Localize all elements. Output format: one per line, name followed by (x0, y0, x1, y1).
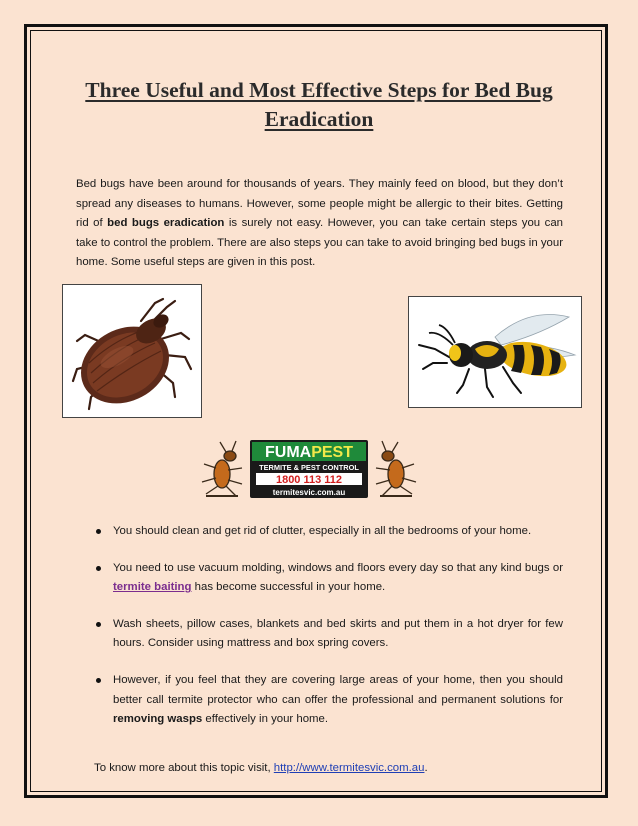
list-item (96, 522, 563, 542)
bullet-text: effectively in your home. (202, 713, 329, 726)
logo-phone: 1800 113 112 (275, 474, 343, 486)
bedbug-icon (63, 285, 201, 417)
bedbug-image (62, 284, 202, 418)
logo-subtitle: TERMITE & PEST CONTROL (259, 463, 359, 472)
wasp-icon (409, 297, 581, 407)
bullet-text: However, if you feel that they are covering large areas of your home, then you should better call termite protector who can offer the professional and permanent solutions for (113, 673, 563, 706)
closing-end: . (424, 762, 428, 774)
bullet-text: You should clean and get rid of clutter, especially in all the bedrooms of your home. (113, 525, 532, 537)
closing-line (94, 759, 564, 778)
bullet-icon (96, 529, 101, 534)
list-item (96, 559, 563, 598)
intro-text-1: Bed bugs have been around for thousands of years. They mainly feed on blood, but they don’t spread any diseases to humans. However, some people might be allergic to their bites. Getting rid of (76, 178, 563, 230)
bullet-text: has become successful in your home. (191, 581, 386, 594)
intro-paragraph (76, 175, 563, 273)
bullet-icon (96, 622, 101, 627)
closing-text: To know more about this topic visit, (94, 762, 274, 774)
steps-list (96, 522, 563, 747)
termite-left-icon (202, 441, 242, 496)
page-title: Three Useful and Most Effective Steps for Bed Bug Eradication (85, 78, 553, 131)
wasp-image (408, 296, 582, 408)
bullet-text: Wash sheets, pillow cases, blankets and bed skirts and put them in a hot dryer for few hours. Consider using mattress and box spring covers. (113, 617, 563, 650)
intro-text-2: is surely not easy. However, you can take certain steps you can take to control the problem. There are also steps you can take to avoid bringing bed bugs in your home. Some useful steps are given in this post. (76, 217, 563, 269)
list-item (96, 615, 563, 654)
website-link[interactable]: http://www.termitesvic.com.au (273, 762, 425, 774)
intro-bold-term: bed bugs eradication (107, 217, 225, 230)
logo-site: termitesvic.com.au (272, 488, 346, 497)
bullet-text: You need to use vacuum molding, windows and floors every day so that any kind bugs or (113, 561, 563, 574)
list-item (96, 671, 563, 730)
bullet-icon (96, 678, 101, 683)
bullet-icon (96, 566, 101, 571)
logo-brand: FUMAPEST (264, 444, 354, 461)
removing-wasps-bold: removing wasps (113, 713, 203, 726)
fumapest-logo (196, 438, 422, 500)
termite-baiting-link[interactable]: termite baiting (113, 581, 192, 594)
fumapest-logo-graphic (196, 438, 422, 500)
termite-right-icon (376, 441, 416, 496)
